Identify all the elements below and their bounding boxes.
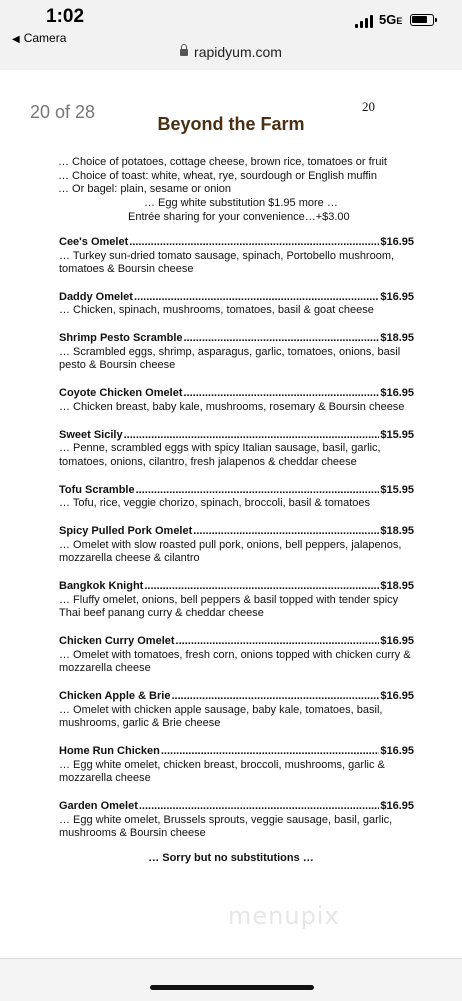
menu-item-price: $16.95 [380,745,414,758]
menu-item-description: … Egg white omelet, chicken breast, broccoli, mushrooms, garlic & mozzarella cheese [59,758,385,785]
page-counter: 20 of 28 [30,102,96,122]
browser-toolbar [0,958,462,1001]
menu-item-header [59,800,414,814]
menu-item-header [59,387,414,401]
menu-item-header [59,580,414,594]
menu-item-description: … Penne, scrambled eggs with spicy Italian sausage, basil, garlic, tomatoes, onions, cilantro, fresh jalapenos & cheddar cheese [59,442,381,468]
menu-item-header [59,236,414,250]
menu-item-description: … Egg white omelet, Brussels sprouts, veggie sausage, basil, garlic, mushrooms & Boursin cheese [59,813,393,840]
menu-item-price: $16.95 [380,290,414,303]
menu-item-header [59,525,414,539]
back-arrow-icon: ◀ [12,34,20,45]
network-indicator [379,12,402,27]
menu-item-price: $16.95 [380,236,414,248]
menu-item-name: Chicken Curry Omelet [59,635,175,648]
menu-item-description: … Scrambled eggs, shrimp, asparagus, garlic, tomatoes, onions, basil pesto & Boursin cheese [59,345,401,372]
menu-item [59,690,414,731]
menu-item-description: … Tofu, rice, veggie chorizo, spinach, broccoli, basil & tomatoes [59,497,371,510]
menu-item-description: … Fluffy omelet, onions, bell peppers & basil topped with tender spicy Thai beef panang curry & cheddar cheese [59,593,399,620]
menu-item-price: $16.95 [380,635,414,648]
menu-item [59,635,414,676]
menu-item-description: … Turkey sun-dried tomato sausage, spinach, Portobello mushroom, tomatoes & Boursin cheese [59,249,395,276]
menu-item-header [59,484,414,498]
leader-dots [161,745,379,759]
menu-item [59,484,414,511]
leader-dots [124,429,380,443]
menu-item-header [59,291,414,305]
menu-item-name: Sweet Sicily [59,428,123,441]
leader-dots [171,690,379,704]
menu-item-header [59,332,414,346]
menu-item-header [59,429,414,443]
menu-item-name: Tofu Scramble [59,483,135,496]
menu-item-price: $18.95 [380,580,414,593]
menu-item-price: $15.95 [380,483,414,496]
menu-item-header [59,635,414,649]
leader-dots [136,484,380,498]
status-time: 1:02 [46,6,85,27]
leader-dots [139,800,379,814]
menu-item-description: … Chicken breast, baby kale, mushrooms, rosemary & Boursin cheese [59,400,405,413]
menu-item [59,236,414,277]
menu-item [59,800,414,841]
leader-dots [144,580,379,594]
menu-item [59,291,414,318]
menu-item-price: $18.95 [380,332,414,345]
menu-item-name: Home Run Chicken [59,745,160,758]
menu-item-description: … Chicken, spinach, mushrooms, tomatoes, basil & goat cheese [59,304,374,317]
menu-item-header [59,745,414,759]
menu-item [59,580,414,621]
lock-icon [180,49,188,56]
menu-item-name: Chicken Apple & Brie [59,690,171,703]
menu-item [59,332,414,373]
menu-item-name: Shrimp Pesto Scramble [59,332,183,345]
choice-line: Entrée sharing for your convenience…+$3.00 [128,210,350,223]
menu-items [59,236,414,855]
menu-item-name: Spicy Pulled Pork Omelet [59,525,193,538]
menu-item-name: Bangkok Knight [59,580,144,593]
choices-list [58,156,438,225]
menu-item-name: Garden Omelet [59,800,138,813]
page-number: 20 [362,99,375,114]
address-bar[interactable] [0,44,462,60]
menu-item-description: … Omelet with chicken apple sausage, baby kale, tomatoes, basil, mushrooms, garlic & Brie cheese [59,703,383,730]
menu-item [59,745,414,786]
page-title: Beyond the Farm [157,114,305,134]
leader-dots [183,387,379,401]
network-label: 5G [379,12,397,27]
url-text: rapidyum.com [194,44,282,60]
menu-item [59,429,414,470]
menu-item-name: Coyote Chicken Omelet [59,387,183,400]
menu-item-price: $16.95 [380,690,414,703]
menu-item-price: $18.95 [380,525,414,538]
menu-item-price: $16.95 [380,387,414,400]
home-indicator[interactable] [150,985,314,990]
no-substitutions-note: … Sorry but no substitutions … [148,852,314,864]
signal-icon [355,14,375,28]
menu-item-description: … Omelet with tomatoes, fresh corn, onions topped with chicken curry & mozzarella cheese [59,648,411,675]
watermark-logo: menupix [228,902,340,930]
back-label: Camera [23,31,67,45]
leader-dots [176,635,380,649]
menu-item [59,525,414,566]
leader-dots [129,236,379,250]
menu-item-header [59,690,414,704]
menu-item-description: … Omelet with slow roasted pull pork, onions, bell peppers, jalapenos, mozzarella cheese & cilantro [59,538,402,565]
network-suffix: E [396,16,403,26]
menu-item-price: $16.95 [380,800,414,813]
menu-item-price: $15.95 [380,428,414,441]
choice-line: … Choice of potatoes, cottage cheese, brown rice, tomatoes or fruit [58,156,387,168]
back-to-camera-button[interactable] [12,31,66,45]
choice-line: … Or bagel: plain, sesame or onion [58,183,232,196]
status-bar [0,0,462,70]
menu-item [59,387,414,414]
choice-line: … Choice of toast: white, wheat, rye, sourdough or English muffin [58,169,377,182]
choice-line: … Egg white substitution $1.95 more … [144,197,338,210]
menu-item-name: Cee's Omelet [59,236,129,248]
battery-icon [410,14,434,26]
leader-dots [134,291,379,305]
leader-dots [193,525,379,539]
leader-dots [184,332,380,346]
menu-item-name: Daddy Omelet [59,290,133,303]
